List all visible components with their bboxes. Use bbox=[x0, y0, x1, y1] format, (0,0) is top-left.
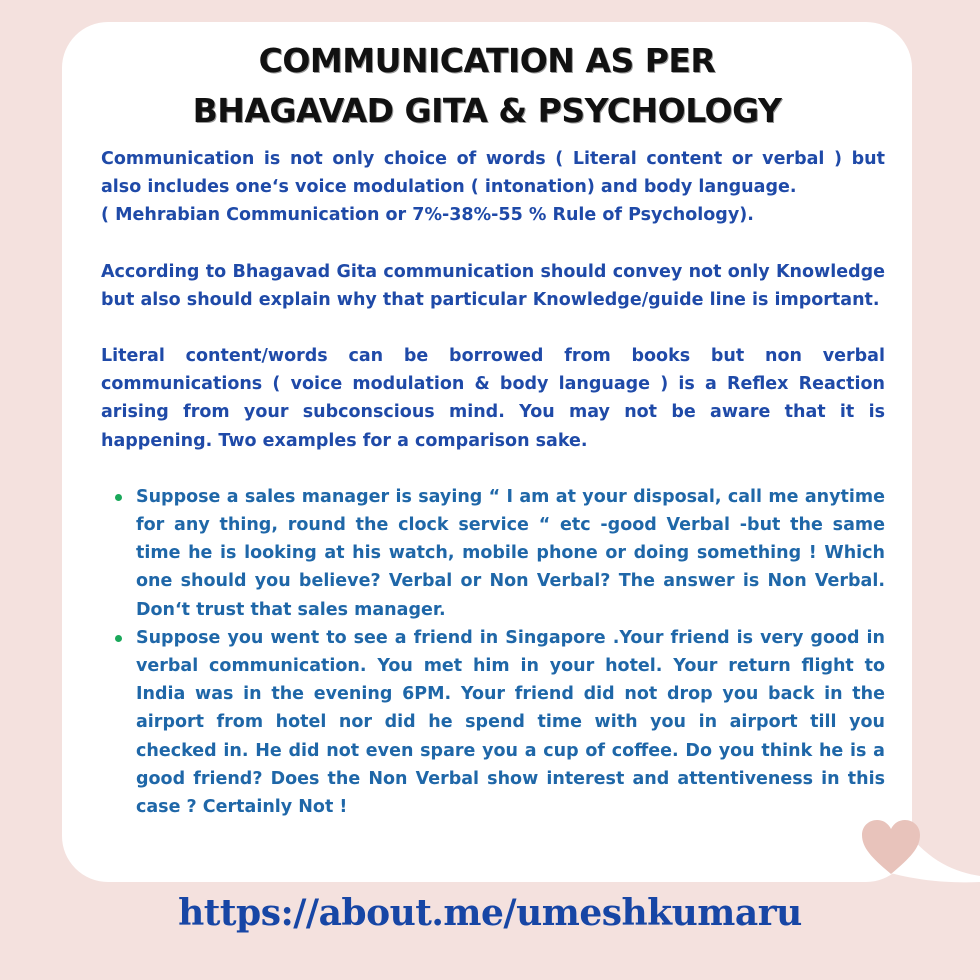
paragraph-bhagavad-gita bbox=[101, 258, 885, 314]
profile-link[interactable]: https://about.me/umeshkumaru bbox=[178, 892, 802, 934]
list-item bbox=[101, 483, 885, 624]
paragraph-text: According to Bhagavad Gita communication should convey not only Knowledge but also should explain why that particular Knowledge/guide line is important. bbox=[101, 261, 885, 310]
bullet-dot-icon bbox=[115, 494, 122, 501]
paragraph-text: Communication is not only choice of words ( Literal content or verbal ) but also includes one‘s voice modulation ( intonation) and body language. bbox=[101, 149, 885, 198]
list-item bbox=[101, 624, 885, 821]
title-line-2: BHAGAVAD GITA & PSYCHOLOGY bbox=[192, 91, 782, 130]
article-body bbox=[101, 145, 885, 821]
paragraph-text: Literal content/words can be borrowed from books but non verbal communications ( voice modulation & body language ) is a Reflex Reaction arising from your subconscious mind. You may not be aware that it is happening. Two examples for a comparison sake. bbox=[101, 346, 885, 451]
list-item-text: Suppose you went to see a friend in Singapore .Your friend is very good in verbal communication. You met him in your hotel. Your return flight to India was in the evening 6PM. Your friend did not drop you back in the airport from hotel nor did he spend time with you in airport till you checked in. He did not even spare you a cup of coffee. Do you think he is a good friend? Does the Non Verbal show interest and attentiveness in this case ? Certainly Not ! bbox=[136, 627, 885, 818]
paragraph-mehrabian bbox=[101, 145, 885, 230]
title-line-1: COMMUNICATION AS PER bbox=[258, 41, 716, 80]
bullet-dot-icon bbox=[115, 635, 122, 642]
paragraph-text: ( Mehrabian Communication or 7%-38%-55 % Rule of Psychology). bbox=[101, 205, 754, 226]
examples-list bbox=[101, 483, 885, 821]
list-item-text: Suppose a sales manager is saying “ I am at your disposal, call me anytime for any thing, round the clock service “ etc -good Verbal -but the same time he is looking at his watch, mobile phone or doing something ! Which one should you believe? Verbal or Non Verbal? The answer is Non Verbal. Don‘t trust that sales manager. bbox=[136, 486, 885, 620]
paragraph-nonverbal bbox=[101, 342, 885, 455]
heart-icon bbox=[860, 818, 922, 876]
page-title bbox=[62, 36, 912, 136]
